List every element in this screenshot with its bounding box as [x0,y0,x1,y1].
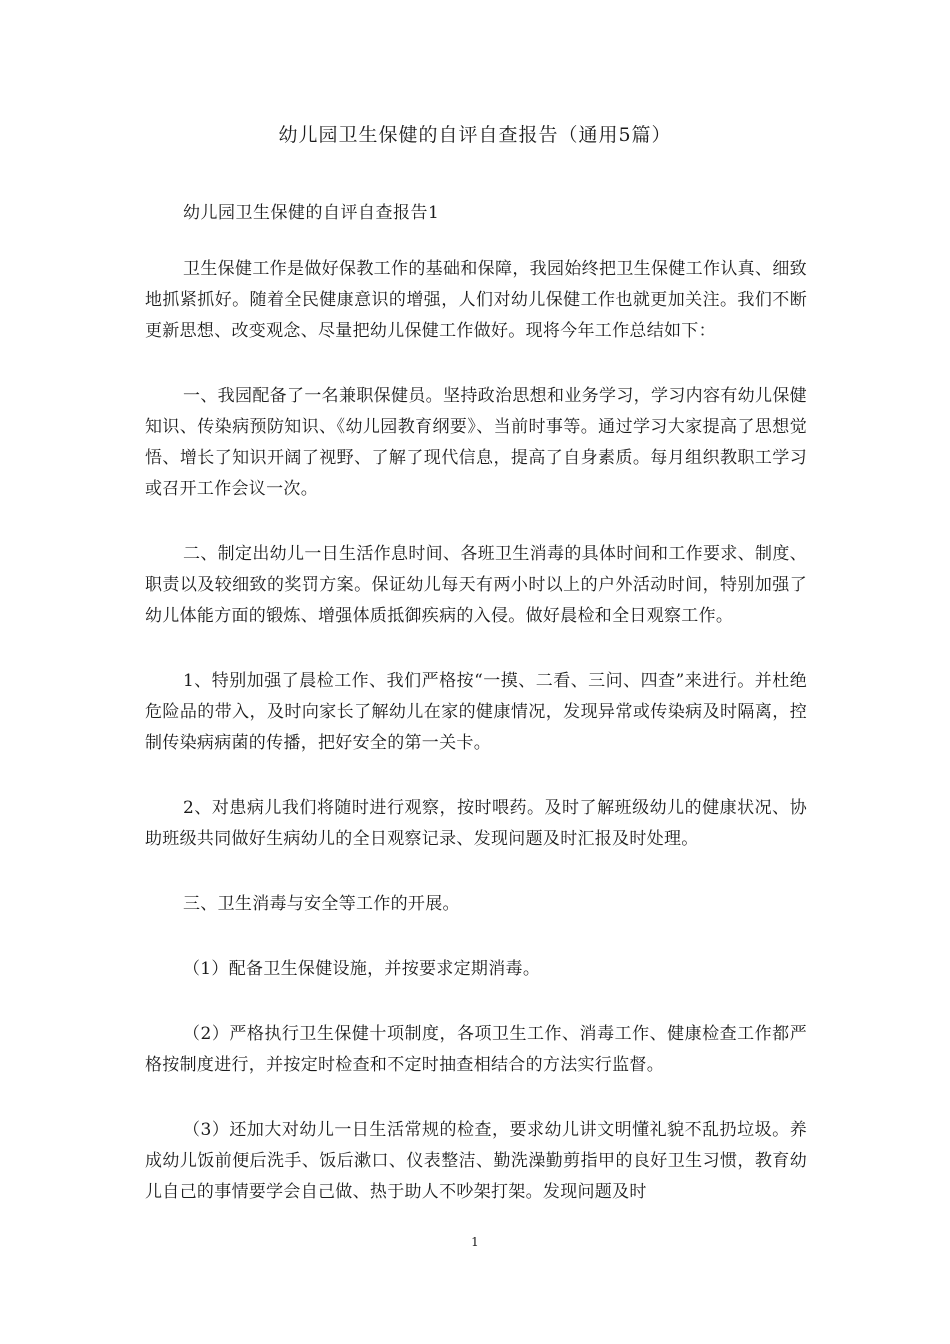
paragraph-section-3: 三、卫生消毒与安全等工作的开展。 [183,894,460,914]
paragraph-section-1: 一、我园配备了一名兼职保健员。坚持政治思想和业务学习，学习内容有幼儿保健知识、传染病预防知识、《幼儿园教育纲要》、当前时事等。通过学习大家提高了思想觉悟、增长了知识开阔了视野、了解了现代信息，提高了自身素质。每月组织教职工学习或召开工作会议一次。 [145,386,807,499]
page-number: 1 [471,1235,479,1249]
paragraph-item-1: 1、特别加强了晨检工作、我们严格按“一摸、二看、三问、四查”来进行。并杜绝危险品的带入，及时向家长了解幼儿在家的健康情况，发现异常或传染病及时隔离，控制传染病病菌的传播，把好安全的第一关卡。 [145,671,807,753]
paragraph-subitem-2: （2）严格执行卫生保健十项制度，各项卫生工作、消毒工作、健康检查工作都严格按制度进行，并按定时检查和不定时抽查相结合的方法实行监督。 [145,1024,807,1075]
paragraph-subitem-3: （3）还加大对幼儿一日生活常规的检查，要求幼儿讲文明懂礼貌不乱扔垃圾。养成幼儿饭前便后洗手、饭后漱口、仪表整洁、勤洗澡勤剪指甲的良好卫生习惯，教育幼儿自己的事情要学会自己做、热于助人不吵架打架。发现问题及时 [145,1120,807,1202]
paragraph-subitem-1: （1）配备卫生保健设施，并按要求定期消毒。 [183,959,541,979]
document-body [145,254,807,1242]
paragraph-item-2: 2、对患病儿我们将随时进行观察，按时喂药。及时了解班级幼儿的健康状况、协助班级共同做好生病幼儿的全日观察记录、发现问题及时汇报及时处理。 [145,798,807,849]
paragraph-section-2: 二、制定出幼儿一日生活作息时间、各班卫生消毒的具体时间和工作要求、制度、职责以及较细致的奖罚方案。保证幼儿每天有两小时以上的户外活动时间，特别加强了幼儿体能方面的锻炼、增强体质抵御疾病的入侵。做好晨检和全日观察工作。 [145,544,807,626]
document-title: 幼儿园卫生保健的自评自查报告（通用5篇） [278,124,672,146]
section-heading: 幼儿园卫生保健的自评自查报告1 [183,203,440,223]
paragraph-intro: 卫生保健工作是做好保教工作的基础和保障，我园始终把卫生保健工作认真、细致地抓紧抓好。随着全民健康意识的增强，人们对幼儿保健工作也就更加关注。我们不断更新思想、改变观念、尽量把幼儿保健工作做好。现将今年工作总结如下： [145,259,807,341]
